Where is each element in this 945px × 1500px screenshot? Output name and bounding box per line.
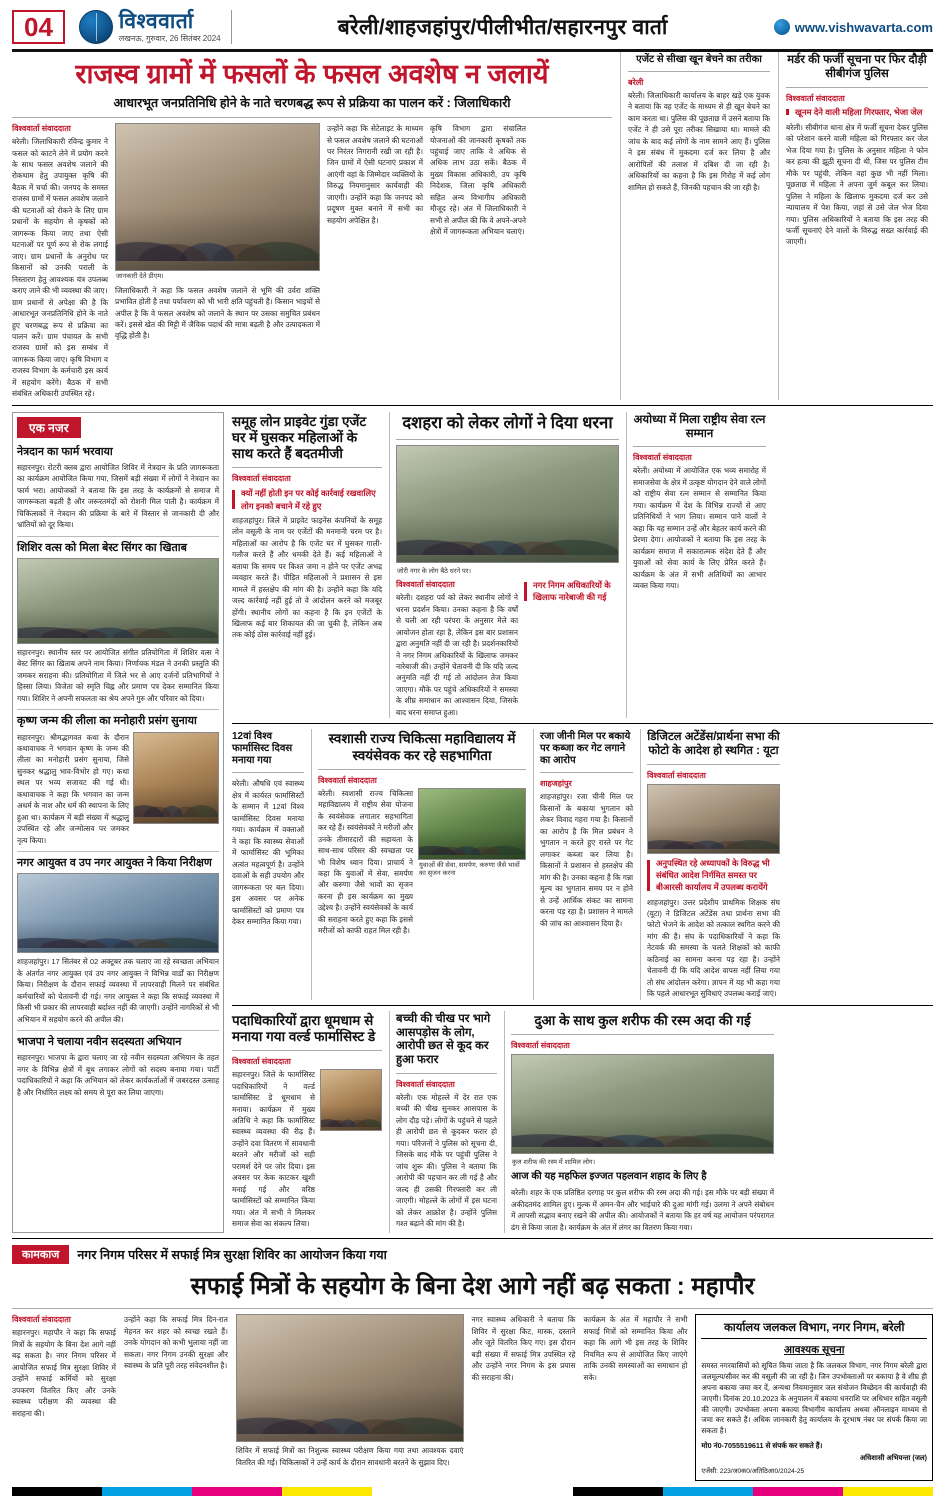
bottom-photo [236,1314,464,1442]
ek-item-title: कृष्ण जन्म की लीला का मनोहारी प्रसंग सुनाया [17,715,197,728]
bottom-col-4 [472,1314,576,1481]
bottom-text-4: नगर स्वास्थ्य अधिकारी ने बताया कि शिविर में सुरक्षा किट, मास्क, दस्ताने और जूते वितरित किए गए। इस दौरान बड़ी संख्या में सफाई मित्र उपस्थित रहे और उन्होंने नगर निगम के इस प्रयास की सराहना की। [471,1315,576,1382]
medical-college-byline: विश्ववार्ता संवाददाता [318,775,377,785]
kamkaaj-kicker: नगर निगम परिसर में सफाई मित्र सुरक्षा शिविर का आयोजन किया गया [77,1248,387,1263]
bottom-col-5 [583,1314,687,1481]
dashahra-caption: जोरी नगर के लोग बैठे धरने पर। [397,567,471,575]
dua-kul-subhead: आज की यह महफिल इज्जत पहलवान शहाद के लिए है [511,1171,707,1183]
digital-attendance-story [640,729,780,999]
notice-code: एजेंसी: 223/ज0क0/अतिठिआ0/2024-25 [701,1467,805,1475]
masthead [12,10,933,52]
dashahra-headline: दशहरा को लेकर लोगों ने दिया धरना [402,413,613,432]
digital-attendance-text: शाहजहांपुर। उत्तर प्रदेशीय प्राथमिक शिक्षक संघ (यूटा) ने डिजिटल अटेंडेंस तथा प्रार्थना सभा की फोटो भेजने के आदेश को तत्काल स्थगित करने की मांग की है। संघ के पदाधिकारियों ने कहा कि नेटवर्क की समस्या के चलते शिक्षकों को काफी कठिनाई का सामना करना पड़ रहा है। उन्होंने चेतावनी दी कि यदि आदेश वापस नहीं लिया गया तो संघ आंदोलन करेगा। ज्ञापन में यह भी कहा गया कि पहले आधारभूत सुविधाएं उपलब्ध कराई जाएं। [647,897,780,999]
notice-body: समस्त नगरवासियों को सूचित किया जाता है कि जलकल विभाग, नगर निगम बरेली द्वारा जलमूल्य/सीवर कर की वसूली की जा रही है। जिन उपभोक्ताओं पर बकाया है वे शीघ्र ही अपना बकाया जमा कर दें, अन्यथा नियमानुसार जल संयोजन विच्छेदन की कार्यवाही की जाएगी। दिनांक 20.10.2023 के अनुपालन में बकाया धनराशि पर अधिभार सहित वसूली की जाएगी। उपभोक्ता अपना बकाया विभागीय कार्यालय अथवा ऑनलाइन माध्यम से जमा कर सकते हैं। अधिक जानकारी हेतु कार्यालय के दूरभाष नंबर पर संपर्क किया जा सकता है। [701,1361,927,1436]
child-scream-headline: बच्ची की चीख पर भागे आसपड़ोस के लोग, आरोपी छत से कूद कर हुआ फरार [396,1012,491,1067]
agent-byline: बरेली [628,78,644,87]
middle-row-a [232,412,933,719]
digital-attendance-headline: डिजिटल अटेंडेंस/प्रार्थना सभा की फोटो के आदेश हो स्थगित : यूटा [647,731,780,758]
lead-column-1 [12,123,108,400]
ek-nazar-item [17,542,219,705]
middle-row-b [232,729,933,999]
lead-column-4 [430,123,526,400]
middle-main [232,412,933,1234]
ek-nazar-item [17,715,219,846]
bottom-section [12,1245,933,1481]
middle-row-c [232,1011,933,1234]
seva-ratna-byline: विश्ववार्ता संवाददाता [633,453,692,463]
group-loan-text: शाहजहांपुर। जिले में प्राइवेट फाइनेंस कंपनियों के समूह लोन वसूली के नाम पर एजेंटों की मनमानी चरम पर है। महिलाओं का आरोप है कि एजेंट घर में घुसकर गाली-गलौज करते हैं और धमकी देते हैं। कई महिलाओं ने बताया कि समय पर किश्त जमा न होने पर एजेंट अभद्र व्यवहार करते हैं। पीड़ित महिलाओं ने प्रशासन से इस मामले में हस्तक्षेप की मांग की है। उन्होंने कहा कि यदि जल्द कार्रवाई नहीं हुई तो वे आंदोलन करने को मजबूर होंगी। स्थानीय लोगों का कहना है कि इन एजेंटों के खिलाफ कई बार शिकायत की जा चुकी है, लेकिन अब तक कोई ठोस कार्रवाई नहीं हुई। [232,515,382,640]
group-loan-story [232,412,382,719]
lead-photo-caption: जानकारी देते डीएम। [116,273,164,281]
ek-item-title: नेत्रदान का फार्म भरवाया [17,445,113,458]
dua-kul-story [504,1011,774,1234]
logo-title: विश्ववार्ता [118,10,194,33]
medical-college-story [311,729,526,999]
dashahra-story [389,412,619,719]
ek-item-photo [17,873,219,953]
lead-text-1b: ग्राम प्रधानों से अपेक्षा की है कि आधारभूत जनप्रतिनिधि होने के नाते हुए चरणबद्ध रूप से प्रक्रिया का पालन करें। ग्राम पंचायत के सभी राजस्व ग्रामों को इस सम्बंध में जागरूक किया जाए। कृषि विभाग व राजस्व विभाग के कर्मचारी इस कार्य में सहयोग करेंगे। बैठक में सभी संबंधित अधिकारी उपस्थित रहे। [12,297,108,399]
ek-nazar-title: एक नजर [17,417,81,438]
gate-lock-byline: शाहजहांपुर [540,779,572,789]
dashahra-byline: विश्ववार्ता संवाददाता [396,580,455,590]
pharmacist-day2-byline: विश्ववार्ता संवाददाता [232,1057,291,1067]
lead-text-under-photo: जिलाधिकारी ने कहा कि फसल अवशेष जलाने से भूमि की उर्वरा शक्ति प्रभावित होती है तथा पर्यावरण को भी भारी क्षति पहुंचती है। किसान भाइयों से अपील है कि वे फसल अवशेष को जलाने के स्थान पर उसका समुचित प्रबंधन करें। इससे खेत की मिट्टी में जैविक पदार्थ की मात्रा बढ़ती है और उत्पादकता में वृद्धि होती है। [115,285,320,341]
ek-item-text: सहारनपुर। भाजपा के द्वारा चलाए जा रहे नवीन सदस्यता अभियान के तहत नगर के विभिन्न क्षेत्रों में बूथ लगाकर लोगों को सदस्य बनाया गया। पार्टी पदाधिकारियों ने कहा कि अभियान को लेकर कार्यकर्ताओं में जबरदस्त उत्साह है और निर्धारित लक्ष्य को समय से पूरा कर लिया जाएगा। [17,1053,219,1097]
gate-lock-story [533,729,633,999]
notice-col [695,1314,933,1481]
ek-nazar-item [17,1036,219,1098]
lead-text-4: कृषि विभाग द्वारा संचालित योजनाओं की जानकारी कृषकों तक पहुंचाई जाए ताकि वे अधिक से अधिक लाभ उठा सकें। बैठक में मुख्य विकास अधिकारी, उप कृषि निदेशक, जिला कृषि अधिकारी सहित अन्य विभागीय अधिकारी मौजूद रहे। अंत में जिलाधिकारी ने सभी से अपील की कि वे अपने-अपने क्षेत्रों में जागरूकता अभियान चलाएं। [430,124,526,237]
murder-text: बरेली। सीबीगंज थाना क्षेत्र में फर्जी सूचना देकर पुलिस को परेशान करने वाली महिला को गिरफ्तार कर जेल भेज दिया गया है। पुलिस के अनुसार महिला ने फोन कर हत्या की झूठी सूचना दी थी, जिस पर पुलिस टीम मौके पर पहुंची, लेकिन वहां कुछ भी नहीं मिला। पूछताछ में महिला ने अपना जुर्म कबूल कर लिया। पुलिस ने महिला के खिलाफ मुकदमा दर्ज कर उसे न्यायालय में पेश किया, जहां से उसे जेल भेज दिया गया। पुलिस अधिकारियों ने बताया कि इस तरह की फर्जी सूचनाएं देने वालों के विरुद्ध सख्त कार्रवाई की जाएगी। [786,122,928,247]
dua-kul-text: बरेली। शहर के एक प्रतिष्ठित दरगाह पर कुल शरीफ की रस्म अदा की गई। इस मौके पर बड़ी संख्या में अकीदतमंद शामिल हुए। मुल्क में अमन-चैन और भाईचारे की दुआ मांगी गई। उलमा ने अपने संबोधन में आपसी सद्भाव बनाए रखने की अपील की। आयोजकों ने बताया कि हर वर्ष यह आयोजन परंपरागत ढंग से किया जाता है। कार्यक्रम के अंत में लंगर का वितरण किया गया। [511,1188,774,1232]
edition-title: बरेली/शाहजहांपुर/पीलीभीत/सहारनपुर वार्ता [337,16,668,39]
bottom-text-1: सहारनपुर। महापौर ने कहा कि सफाई मित्रों के सहयोग के बिना देश आगे नहीं बढ़ सकता है। नगर निगम परिसर में आयोजित सफाई मित्र सुरक्षा शिविर में उन्होंने सफाई कर्मियों को सुरक्षा उपकरण वितरित किए और उनके स्वास्थ्य परीक्षण की व्यवस्था की सराहना की। [12,1328,116,1418]
group-loan-pullquote: क्यों नहीं होती इन पर कोई कार्रवाई रखवालिए लोग इनको बचाने में रहे हुए [232,487,382,511]
bottom-byline: विश्ववार्ता संवाददाता [12,1315,71,1325]
murder-byline: विश्ववार्ता संवाददाता [786,93,845,103]
ek-item-photo [17,558,219,644]
ek-item-photo [133,732,219,824]
registration-color-bar [12,1487,933,1496]
website-link[interactable] [774,19,933,35]
murder-headline: मर्डर की फर्जी सूचना पर फिर दौड़ी सीबीगंज पुलिस [787,54,927,80]
ek-item-title: भाजपा ने चलाया नवीन सदस्यता अभियान [17,1036,182,1049]
murder-pullquote: खूनम देने वाली महिला गिरफ्तार, भेजा जेल [786,106,928,118]
bottom-text-2: उन्होंने कहा कि सफाई मित्र दिन-रात मेहनत कर शहर को स्वच्छ रखते हैं। उनके योगदान को कभी भुलाया नहीं जा सकता। नगर निगम उनकी सुरक्षा और स्वास्थ्य के प्रति पूरी तरह संवेदनशील है। [123,1315,228,1371]
bottom-headline: सफाई मित्रों के सहयोग के बिना देश आगे नहीं बढ़ सकता : महापौर [190,1273,755,1301]
lead-column-3 [327,123,423,400]
lead-text-1: बरेली। जिलाधिकारी रविन्द्र कुमार ने फसल को काटने लेने में प्रयोग करने के साथ फसल अवशेष जलाने की रोकथाम हेतु उपायुक्त कृषि की बैठक में चर्चा की। जनपद के समस्त राजस्व ग्रामों में फसल अवशेष जलाने की घटनाओं को रोकने के लिए ग्राम प्रधानों के सहयोग से कृषकों को जागरूक किया जाए तथा ऐसी घटनाओं पर पूर्ण रूप से रोक लगाई जाए। ग्राम प्रधानों के अनुरोध पर किसानों को उनकी पराली के निस्तारण हेतु आवश्यक यंत्र उपलब्ध कराए जाने की भी व्यवस्था की जाए। [12,137,108,296]
notice-title: आवश्यक सूचना [784,1344,845,1357]
globe-icon [79,10,113,44]
lead-headline: राजस्व ग्रामों में फसलों के फसल अवशेष न जलायें [75,59,549,89]
middle-section [12,412,933,1234]
bottom-text-3: शिविर में सफाई मित्रों का निशुल्क स्वास्थ्य परीक्षण किया गया तथा आवश्यक दवाएं वितरित की गईं। चिकित्सकों ने उन्हें कार्य के दौरान सावधानी बरतने के सुझाव दिए। [235,1446,464,1467]
pharmacist-day2-story [232,1011,382,1234]
agent-story [620,52,770,400]
seva-ratna-headline: अयोध्या में मिला राष्ट्रीय सेवा रत्न सम्मान [633,413,766,440]
medical-college-caption: युवाओं की सेवा, समर्पण, करुणा जैसे भावों का सृजन करना [419,861,520,878]
ek-item-text: सहारनपुर। श्रीमद्भागवत कथा के दौरान कथावाचक ने भगवान कृष्ण के जन्म की लीला का मनोहारी प्रसंग सुनाया, जिसे सुनकर श्रद्धालु भाव-विभोर हो गए। कथा स्थल पर भव्य सजावट की गई थी। कथावाचक ने कहा कि भगवान का जन्म अधर्म के नाश और धर्म की स्थापना के लिए हुआ था। कार्यक्रम में बड़ी संख्या में श्रद्धालु उपस्थित रहे और जन्मोत्सव पर जमकर नृत्य किया। [17,732,129,845]
publication-logo [79,10,232,44]
logo-date: लखनऊ, गुरुवार, 26 सितंबर 2024 [118,34,221,43]
bottom-col-1 [12,1314,116,1481]
child-scream-byline: विश्ववार्ता संवाददाता [396,1079,455,1089]
section-tag: कामकाज [12,1245,69,1264]
ek-item-text: सहारनपुर। स्थानीय स्तर पर आयोजित संगीत प्रतियोगिता में शिशिर वत्स ने बेस्ट सिंगर का खिताब अपने नाम किया। निर्णायक मंडल ने उनकी प्रस्तुति की जमकर सराहना की। प्रतियोगिता में जिले भर से आए दर्जनों प्रतिभागियों ने हिस्सा लिया। विजेता को स्मृति चिह्न और प्रमाण पत्र देकर सम्मानित किया गया। शिशिर ने अपनी सफलता का श्रेय अपने गुरु और परिवार को दिया। [17,648,219,703]
page-number: 04 [12,10,65,44]
pharmacist-day2-text: सहारनपुर। जिले के फार्मासिस्ट पदाधिकारियों ने वर्ल्ड फार्मासिस्ट डे धूमधाम से मनाया। कार्यक्रम में मुख्य अतिथि ने कहा कि फार्मासिस्ट स्वास्थ्य व्यवस्था की रीढ़ हैं। उन्होंने दवा वितरण में सावधानी बरतने और मरीजों को सही परामर्श देने पर जोर दिया। इस अवसर पर केक काटकर खुशी मनाई गई और वरिष्ठ फार्मासिस्टों को सम्मानित किया गया। अंत में सभी ने मिलकर समाज सेवा का संकल्प लिया। [232,1070,315,1229]
byline: विश्ववार्ता संवाददाता [12,124,71,134]
child-scream-story [389,1011,497,1234]
group-loan-byline: विश्ववार्ता संवाददाता [232,474,291,484]
agent-text: बरेली। जिलाधिकारी कार्यालय के बाहर खड़े एक युवक ने बताया कि वह एजेंट के माध्यम से ही खून बेचने का काम करता था। पुलिस की पूछताछ में उसने बताया कि एजेंट ने ही उसे पूरा तरीका सिखाया था। मामले की जांच के बाद कई लोगों के नाम सामने आए हैं। पुलिस ने इस संबंध में मुकदमा दर्ज कर लिया है और आरोपितों की तलाश में दबिश दी जा रही है। अधिकारियों का कहना है कि इस गिरोह में कई लोग शामिल हो सकते हैं, जिनकी पहचान की जा रही है। [628,91,770,192]
lead-story [12,52,612,400]
pharmacist-day-headline: 12वां विश्व फार्मासिस्ट दिवस मनाया गया [232,731,293,767]
ek-item-title: नगर आयुक्त व उप नगर आयुक्त ने किया निरीक्षण [17,857,212,870]
notice-office: कार्यालय जलकल विभाग, नगर निगम, बरेली [701,1320,927,1339]
bottom-col-2 [124,1314,228,1481]
notice-signature: अधिशासी अभियन्ता (जल) [859,1454,927,1462]
group-loan-headline: समूह लोन प्राइवेट गुंडा एजेंट घर में घुसकर महिलाओं के साथ करते हैं बदतमीजी [232,413,367,462]
seva-ratna-text: बरेली। अयोध्या में आयोजित एक भव्य समारोह में समाजसेवा के क्षेत्र में उत्कृष्ट योगदान देने वाले लोगों को राष्ट्रीय सेवा रत्न सम्मान से सम्मानित किया गया। कार्यक्रम में देश के विभिन्न राज्यों से आए प्रतिनिधियों ने भाग लिया। सम्मान पाने वालों ने कहा कि यह सम्मान उन्हें और बेहतर कार्य करने की प्रेरणा देगा। आयोजकों ने बताया कि इस तरह के कार्यक्रम समाज में सकारात्मक संदेश देते हैं और युवाओं को सेवा कार्य के लिए प्रेरित करते हैं। कार्यक्रम के अंत में सभी अतिथियों का आभार व्यक्त किया गया। [633,466,766,591]
dua-kul-byline: विश्ववार्ता संवाददाता [511,1040,570,1050]
top-section [12,52,933,400]
dua-kul-photo [511,1054,774,1154]
ek-item-title: शिशिर वत्स को मिला बेस्ट सिंगर का खिताब [17,541,187,554]
public-notice [695,1314,933,1481]
child-scream-text: बरेली। एक मोहल्ले में देर रात एक बच्ची की चीख सुनकर आसपास के लोग दौड़ पड़े। लोगों के पहुंचने से पहले ही आरोपी छत से कूदकर फरार हो गया। परिजनों ने पुलिस को सूचना दी, जिसके बाद मौके पर पहुंची पुलिस ने जांच शुरू की। पुलिस ने बताया कि आरोपी की पहचान कर ली गई है और जल्द ही उसकी गिरफ्तारी कर ली जाएगी। मोहल्ले के लोगों में इस घटना को लेकर आक्रोश है। उन्होंने पुलिस गश्त बढ़ाने की मांग की है। [396,1092,497,1229]
gate-lock-text: शाहजहांपुर। रजा चीनी मिल पर किसानों के बकाया भुगतान को लेकर विवाद गहरा गया है। किसानों का आरोप है कि मिल प्रबंधन ने भुगतान न करते हुए रास्ते पर गेट लगाकर कब्जा कर लिया है। किसानों ने प्रशासन से हस्तक्षेप की मांग की है। उनका कहना है कि गन्ना मूल्य का भुगतान समय पर न होने से उन्हें आर्थिक संकट का सामना करना पड़ रहा है। प्रशासन ने मामले की जांच का आश्वासन दिया है। [540,792,633,928]
dua-kul-headline: दुआ के साथ कुल शरीफ की रस्म अदा की गई [534,1012,751,1028]
agent-headline: एजेंट से सीखा खून बेचने का तरीका [636,54,762,65]
lead-text-3: उन्होंने कहा कि सेटेलाइट के माध्यम से फसल अवशेष जलाने की घटनाओं पर निरंतर निगरानी रखी जा रही है। जिन ग्रामों में ऐसी घटनाएं प्रकाश में आएंगी वहां के जिम्मेदार व्यक्तियों के विरुद्ध नियमानुसार कार्यवाही की जाएगी। उन्होंने कहा कि जनपद को प्रदूषण मुक्त बनाने में सभी का सहयोग अपेक्षित है। [327,124,423,225]
bottom-text-5: कार्यक्रम के अंत में महापौर ने सभी सफाई मित्रों को सम्मानित किया और कहा कि आगे भी इस तरह के शिविर नियमित रूप से आयोजित किए जाएंगे ताकि उनकी समस्याओं का समाधान हो सके। [583,1315,688,1382]
medical-college-text: बरेली। स्वशासी राज्य चिकित्सा महाविद्यालय में राष्ट्रीय सेवा योजना के स्वयंसेवक लगातार सहभागिता कर रहे हैं। स्वयंसेवकों ने मरीजों और उनके तीमारदारों की सहायता के साथ-साथ परिसर की स्वच्छता पर भी विशेष ध्यान दिया। प्राचार्य ने कहा कि युवाओं में सेवा, समर्पण और करुणा जैसे भावों का सृजन करना ही इस कार्यक्रम का मुख्य उद्देश्य है। उन्होंने स्वयंसेवकों के कार्य की सराहना करते हुए कहा कि इससे मरीजों को काफी राहत मिल रही है। [318,788,413,936]
pharmacist-day2-headline: पदाधिकारियों द्वारा धूमधाम से मनाया गया वर्ल्ड फार्मासिस्ट डे [232,1012,376,1044]
kamkaaj-bar [12,1245,933,1264]
medical-college-headline: स्वशासी राज्य चिकित्सा महाविद्यालय में स्वयंसेवक कर रहे सहभागिता [328,731,516,763]
ek-item-text: सहारनपुर। रोटरी क्लब द्वारा आयोजित शिविर में नेत्रदान के प्रति जागरूकता का कार्यक्रम आयोजित किया गया, जिसमें बड़ी संख्या में लोगों ने नेत्रदान का फार्म भरा। आयोजकों ने बताया कि इस तरह के कार्यक्रमों से समाज में जागरूकता बढ़ती है और जरूरतमंदों को रोशनी मिल पाती है। कार्यक्रम में चिकित्सकों ने नेत्रदान की प्रक्रिया के बारे में विस्तार से जानकारी दी और भ्रांतियों को दूर किया। [17,463,219,530]
ek-nazar-item [17,446,219,531]
pharmacist-day-text: बरेली। औषधि एवं स्वास्थ्य क्षेत्र में कार्यरत फार्मासिस्टों के सम्मान में 12वां विश्व फार्मासिस्ट दिवस मनाया गया। कार्यक्रम में वक्ताओं ने कहा कि स्वास्थ्य सेवाओं में फार्मासिस्ट की भूमिका अत्यंत महत्वपूर्ण है। उन्होंने दवाओं के सही उपयोग और जागरूकता पर बल दिया। इस अवसर पर अनेक फार्मासिस्टों को प्रमाण पत्र देकर सम्मानित किया गया। [232,779,304,926]
digital-attendance-pullquote: अनुपस्थित रहे अध्यापकों के विरुद्ध भी संबंधित आदेश निर्गमित समस्त पर बीआरसी कार्यालय में उपलब्ध करायेंगे [647,857,780,894]
dashahra-photo [396,445,619,563]
ek-nazar-box [12,412,224,1234]
ek-item-text: शाहजहांपुर। 17 सितंबर से 02 अक्टूबर तक चलाए जा रहे स्वच्छता अभियान के अंतर्गत नगर आयुक्त एवं उप नगर आयुक्त ने विभिन्न वार्डों का निरीक्षण किया। निरीक्षण के दौरान सफाई व्यवस्था में लापरवाही मिलने पर संबंधित कर्मचारियों को चेतावनी दी गई। नगर आयुक्त ने कहा कि सफाई व्यवस्था में किसी भी प्रकार की लापरवाही बर्दाश्त नहीं की जाएगी। उन्होंने नागरिकों से भी अभियान में सहयोग करने की अपील की। [17,957,219,1024]
lead-photo-wrap [115,123,320,400]
medical-college-photo [418,788,526,860]
lead-photo [115,123,320,271]
seva-ratna-story [626,412,766,719]
pharmacist-day-story [232,729,304,999]
ek-nazar-item [17,857,219,1025]
dashahra-text: बरेली। दशहरा पर्व को लेकर स्थानीय लोगों ने धरना प्रदर्शन किया। उनका कहना है कि वर्षों से चली आ रही परंपरा के अनुसार मेले का आयोजन होता रहा है, लेकिन इस बार प्रशासन द्वारा अनुमति नहीं दी जा रही है। प्रदर्शनकारियों ने नगर निगम अधिकारियों के खिलाफ जमकर नारेबाजी की। उन्होंने चेतावनी दी कि यदि जल्द अनुमति नहीं दी गई तो आंदोलन तेज किया जाएगा। मौके पर पहुंचे अधिकारियों ने समस्या के शीघ्र समाधान का आश्वासन दिया, जिसके बाद धरना समाप्त हुआ। [396,593,518,717]
pharmacist-day2-photo [320,1069,382,1131]
bottom-grid [12,1314,933,1481]
notice-contact: मो0 नं0-7055519611 से संपर्क कर सकते हैं। [701,1440,823,1450]
dashahra-pullquote: नगर निगम अधिकारियों के खिलाफ नारेबाजी की गई [524,579,619,603]
murder-story [778,52,928,400]
lead-subhead: आधारभूत जनप्रतिनिधि होने के नाते चरणबद्ध रूप से प्रक्रिया का पालन करें : जिलाधिकारी [113,96,511,111]
digital-attendance-byline: विश्ववार्ता संवाददाता [647,770,706,780]
dua-kul-caption: कुल शरीफ की रस्म में शामिल लोग। [512,1158,596,1166]
web-globe-icon [774,19,790,35]
bottom-photo-col [236,1314,464,1481]
gate-lock-headline: रजा जीनी मिल पर बकाये पर कब्जा कर गेट लगाने का आरोप [540,731,631,767]
digital-attendance-photo [647,784,780,854]
website-url: www.vishwavarta.com [794,19,933,35]
